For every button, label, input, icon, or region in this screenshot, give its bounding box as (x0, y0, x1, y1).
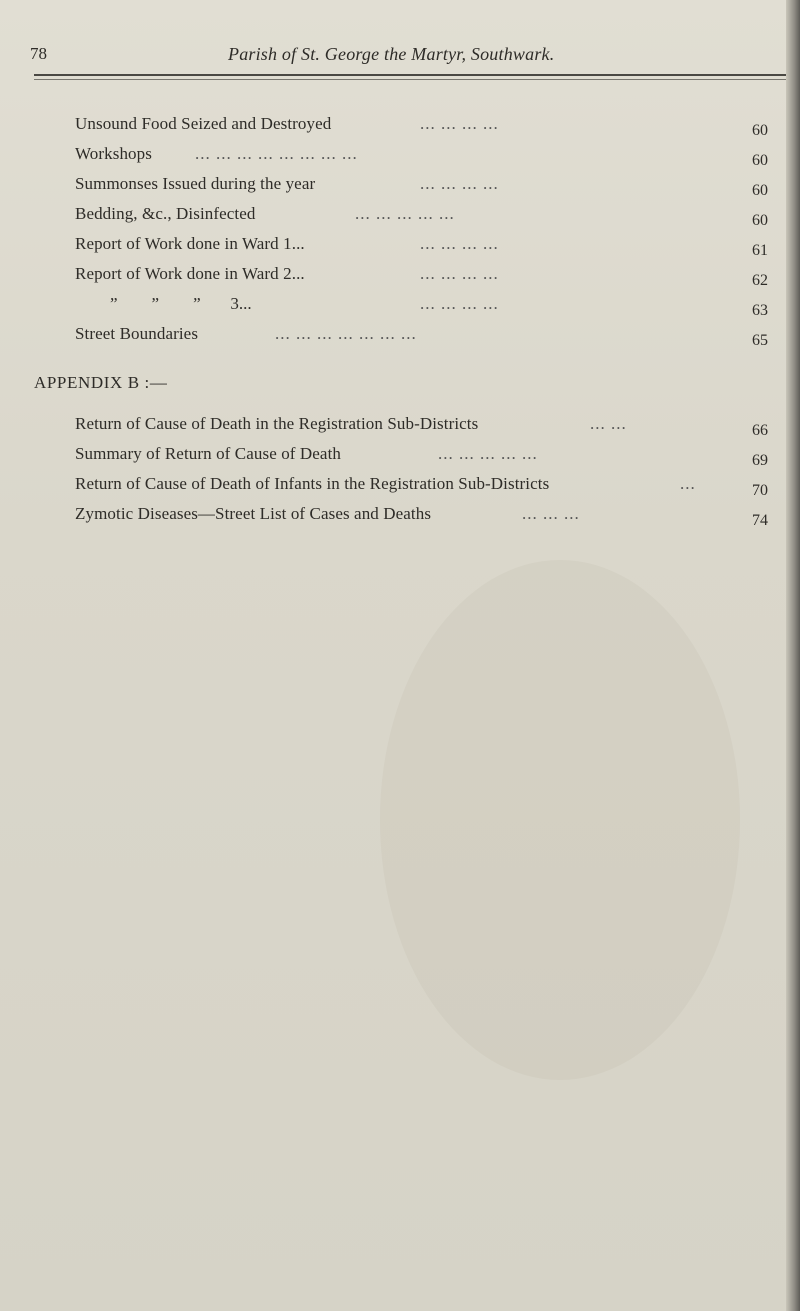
entry-label: Return of Cause of Death in the Registration Sub-Districts (75, 414, 479, 433)
leader-dots: ... ... ... ... (420, 234, 499, 253)
header-rule-thin (34, 79, 786, 80)
entry-label: Unsound Food Seized and Destroyed (75, 114, 332, 133)
leader-dots: ... ... ... ... (420, 174, 499, 193)
leader-dots: ... (680, 474, 696, 493)
entry-label: Zymotic Diseases—Street List of Cases and Deaths (75, 504, 432, 523)
contents-entry (0, 168, 800, 198)
appendix-entry (0, 408, 800, 438)
entry-page-number: 62 (752, 272, 768, 289)
contents-entry (0, 228, 800, 258)
page-number: 78 (30, 44, 47, 63)
leader-dots: ... ... ... ... ... ... ... ... (195, 144, 358, 163)
contents-entry (0, 108, 800, 138)
contents-entry (0, 288, 800, 318)
entry-page-number: 61 (752, 242, 768, 259)
contents-entry (0, 138, 800, 168)
entry-label: Summonses Issued during the year (75, 174, 316, 193)
appendix-entry (0, 438, 800, 468)
contents-entry (0, 318, 800, 348)
entry-page-number: 60 (752, 212, 768, 229)
entry-label: ” ” ” 3... (110, 294, 252, 313)
contents-entry (0, 258, 800, 288)
entry-label: Bedding, &c., Disinfected (75, 204, 256, 223)
entry-page-number: 63 (752, 302, 768, 319)
leader-dots: ... ... ... ... ... ... ... (275, 324, 417, 343)
leader-dots: ... ... ... (522, 504, 580, 523)
entry-page-number: 74 (752, 512, 768, 529)
page-header (0, 44, 800, 74)
header-rule (34, 74, 786, 76)
entry-page-number: 60 (752, 152, 768, 169)
running-title: Parish of St. George the Martyr, Southwark. (228, 44, 555, 64)
entry-label: Return of Cause of Death of Infants in the Registration Sub-Districts (75, 474, 550, 493)
appendix-entry (0, 468, 800, 498)
entry-label: Street Boundaries (75, 324, 199, 343)
appendix-heading: APPENDIX B :— (34, 373, 168, 392)
entry-label: Workshops (75, 144, 152, 163)
entry-page-number: 60 (752, 122, 768, 139)
entry-label: Report of Work done in Ward 2... (75, 264, 305, 283)
entry-page-number: 66 (752, 422, 768, 439)
entry-page-number: 69 (752, 452, 768, 469)
leader-dots: ... ... ... ... ... (355, 204, 455, 223)
entry-label: Summary of Return of Cause of Death (75, 444, 341, 463)
paper-stain (380, 560, 740, 1080)
leader-dots: ... ... ... ... ... (438, 444, 538, 463)
appendix-entry (0, 498, 800, 528)
leader-dots: ... ... ... ... (420, 294, 499, 313)
entry-page-number: 70 (752, 482, 768, 499)
leader-dots: ... ... (590, 414, 627, 433)
entry-page-number: 60 (752, 182, 768, 199)
entry-page-number: 65 (752, 332, 768, 349)
entry-label: Report of Work done in Ward 1... (75, 234, 305, 253)
leader-dots: ... ... ... ... (420, 264, 499, 283)
leader-dots: ... ... ... ... (420, 114, 499, 133)
contents-entry (0, 198, 800, 228)
